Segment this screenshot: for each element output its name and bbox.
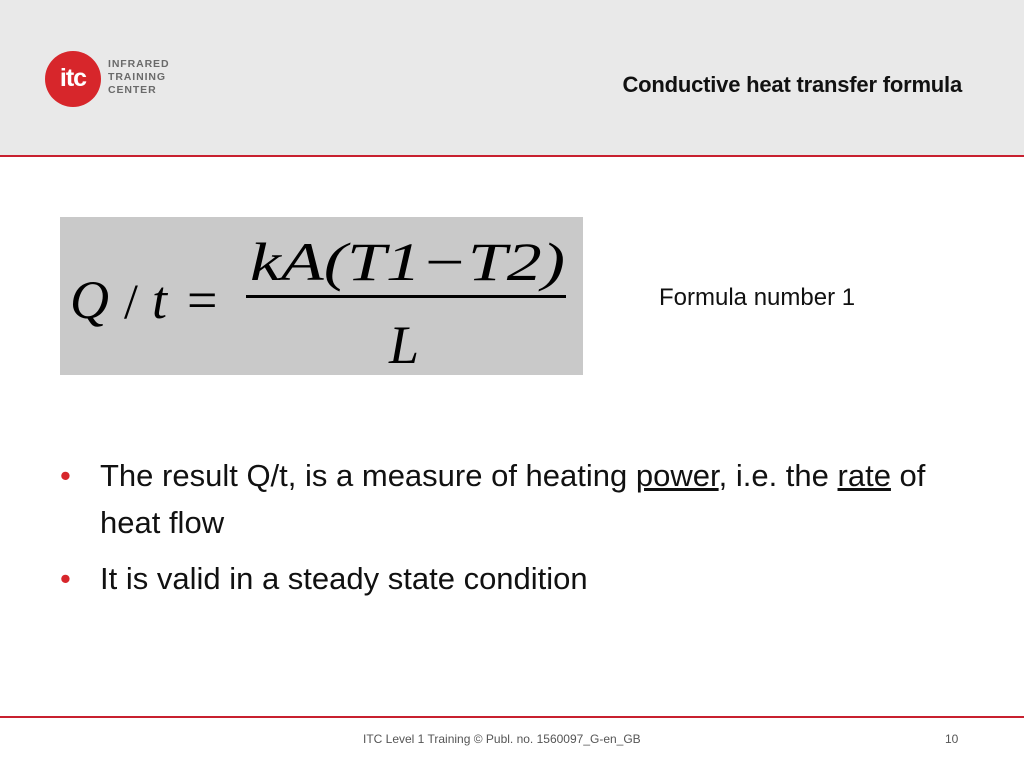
bullet-text: It is valid in a steady state condition <box>100 561 588 596</box>
bullet-text: of heat flow <box>100 458 926 540</box>
formula-box <box>60 217 583 375</box>
formula-graphic <box>60 217 583 375</box>
bullet-text: The result Q/t, is a measure of heating <box>100 458 636 493</box>
logo-line-2: TRAINING <box>108 71 166 83</box>
logo-text <box>108 58 169 97</box>
formula-caption: Formula number 1 <box>659 284 856 311</box>
logo-line-1: INFRARED <box>108 58 170 70</box>
bullet-dot: • <box>60 561 71 596</box>
formula-q: Q <box>70 270 109 330</box>
formula-t: t <box>152 270 168 330</box>
page-number: 10 <box>945 732 959 746</box>
bullet-list <box>60 452 960 611</box>
logo-line-3: CENTER <box>108 84 157 96</box>
slide-title: Conductive heat transfer formula <box>622 72 962 97</box>
bullet-underlined-power: power <box>635 458 719 493</box>
formula-slash: / <box>124 273 138 329</box>
bullet-underlined-rate: rate <box>837 458 891 493</box>
slide-header <box>0 0 1024 157</box>
bullet-item <box>60 555 960 602</box>
formula-numerator: kA(T1−T2) <box>250 232 565 292</box>
footer-publication: ITC Level 1 Training © Publ. no. 1560097_G-en_GB <box>363 732 641 746</box>
formula-equals: = <box>187 270 218 330</box>
itc-logo <box>45 51 185 107</box>
bullet-item <box>60 452 960 546</box>
fraction-bar <box>246 295 566 298</box>
formula-denominator: L <box>389 315 420 375</box>
bullet-text: , i.e. the <box>718 458 838 493</box>
footer-divider <box>0 716 1024 718</box>
bullet-dot: • <box>60 458 71 493</box>
logo-mark: itc <box>45 51 101 107</box>
